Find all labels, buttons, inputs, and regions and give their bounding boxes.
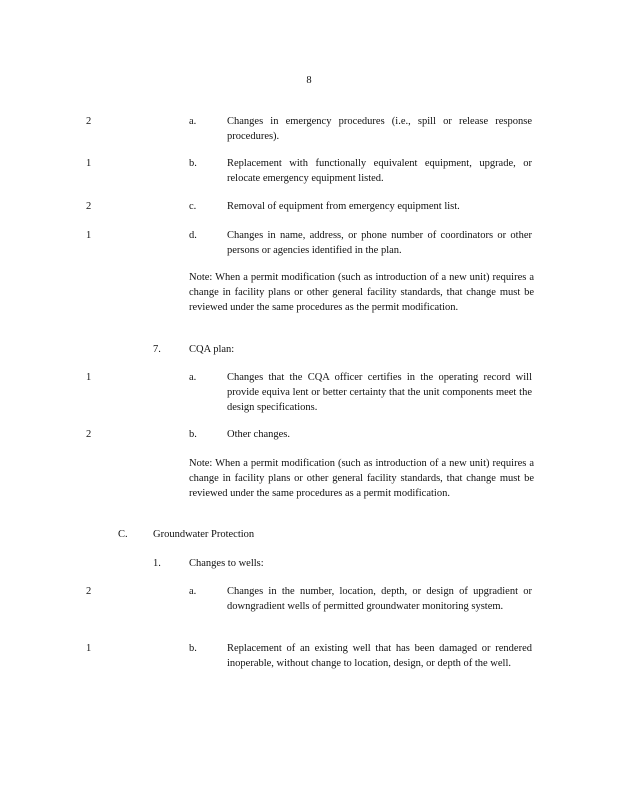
page-number: 8 [306, 75, 312, 86]
modification-class: 1 [86, 643, 92, 654]
modification-class: 1 [86, 158, 92, 169]
subsection-heading: CQA plan: [189, 344, 235, 355]
item-marker: b. [189, 158, 197, 169]
item-marker: d. [189, 230, 197, 241]
modification-class: 2 [86, 429, 92, 440]
modification-class: 2 [86, 116, 92, 127]
modification-class: 1 [86, 372, 92, 383]
note-paragraph: Note: When a permit modification (such as introduction of a new unit) requires a change in facility plans or other general facility standards, that change must be reviewed under the same procedures as the permit modification. [189, 272, 534, 313]
subsection-heading: Changes to wells: [189, 558, 264, 569]
subsection-number: 1. [153, 558, 161, 569]
modification-class: 1 [86, 230, 92, 241]
item-marker: b. [189, 643, 197, 654]
item-text: Changes in emergency procedures (i.e., spill or release response procedures). [227, 116, 532, 142]
note-paragraph: Note: When a permit modification (such as introduction of a new unit) requires a change in facility plans or other general facility standards, that change must be reviewed under the same procedures as a permit modification. [189, 458, 534, 499]
modification-class: 2 [86, 201, 92, 212]
item-marker: a. [189, 586, 197, 597]
item-text: Removal of equipment from emergency equipment list. [227, 201, 460, 212]
modification-class: 2 [86, 586, 92, 597]
item-text: Replacement of an existing well that has been damaged or rendered inoperable, without change to location, design, or depth of the well. [227, 643, 532, 669]
item-marker: c. [189, 201, 197, 212]
item-text: Changes that the CQA officer certifies in the operating record will provide equiva lent or better certainty that the unit components meet the design specifications. [227, 372, 532, 413]
section-letter: C. [118, 529, 128, 540]
item-text: Other changes. [227, 429, 290, 440]
section-heading: Groundwater Protection [153, 529, 255, 540]
subsection-number: 7. [153, 344, 161, 355]
item-text: Changes in name, address, or phone number of coordinators or other persons or agencies identified in the plan. [227, 230, 532, 256]
item-text: Changes in the number, location, depth, or design of upgradient or downgradient wells of permitted groundwater monitoring system. [227, 586, 532, 612]
item-marker: b. [189, 429, 197, 440]
item-marker: a. [189, 372, 197, 383]
item-text: Replacement with functionally equivalent equipment, upgrade, or relocate emergency equipment listed. [227, 158, 532, 184]
item-marker: a. [189, 116, 197, 127]
